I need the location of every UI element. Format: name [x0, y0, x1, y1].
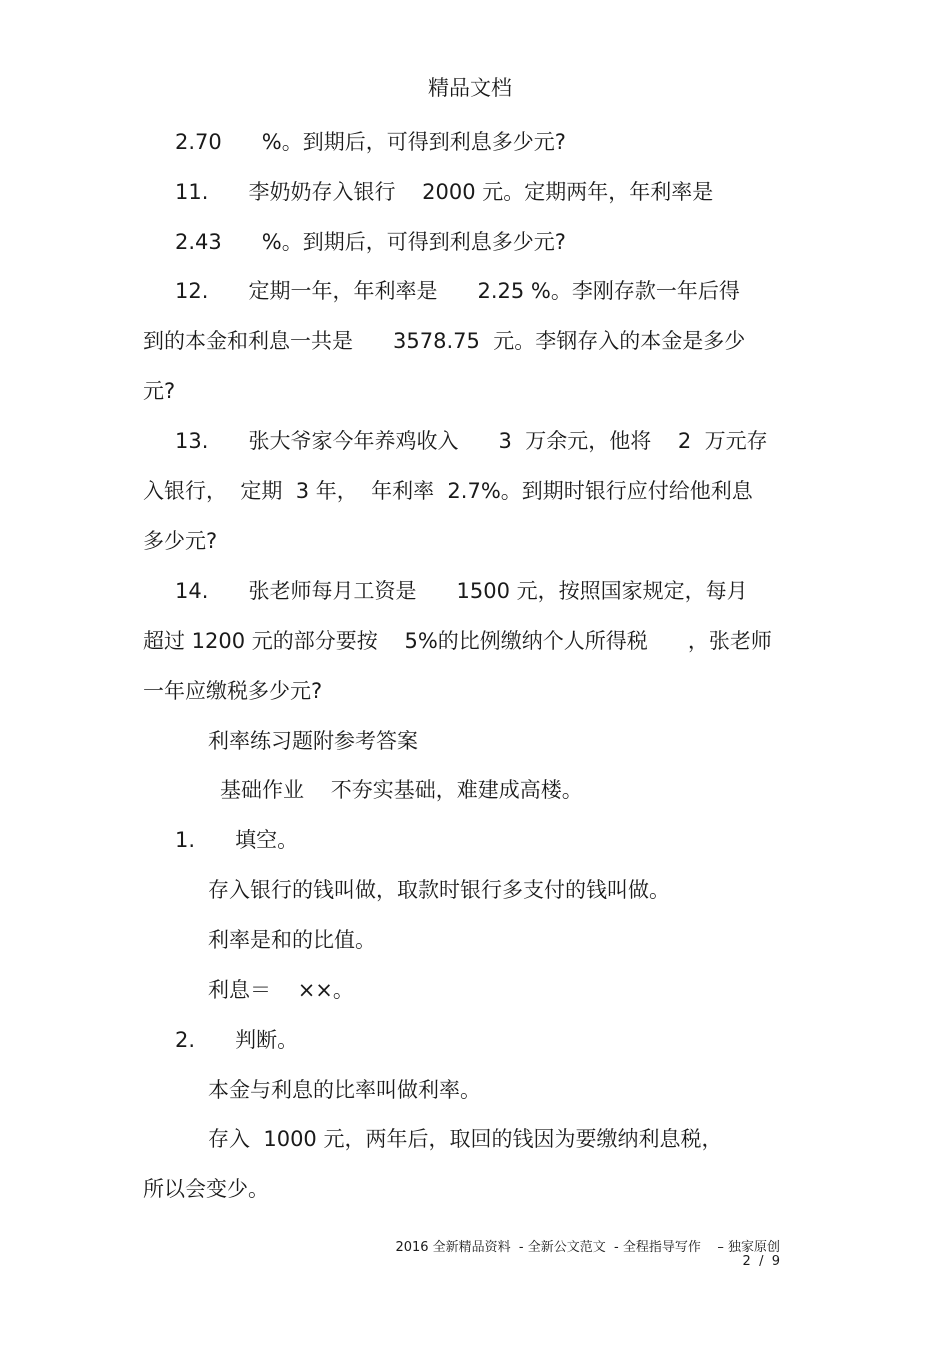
section-title: 利率练习题附参考答案: [208, 729, 418, 753]
text-line: 利率是和的比值。: [208, 928, 376, 952]
text-line: 14. 张老师每月工资是 1500 元，按照国家规定，每月: [175, 579, 748, 603]
text-line: 13. 张大爷家今年养鸡收入 3 万余元，他将 2 万元存: [175, 429, 768, 453]
text-line: 利息＝ ××。: [208, 978, 354, 1002]
text-line: 11. 李奶奶存入银行 2000 元。定期两年，年利率是: [175, 180, 714, 204]
text-line: 到的本金和利息一共是 3578.75 元。李钢存入的本金是多少: [143, 329, 746, 353]
text-line: 多少元?: [143, 529, 218, 553]
text-line: 12. 定期一年，年利率是 2.25 %。李刚存款一年后得: [175, 279, 740, 303]
text-line: 存入银行的钱叫做，取款时银行多支付的钱叫做。: [208, 878, 670, 902]
text-line: 一年应缴税多少元?: [143, 679, 323, 703]
text-line: 超过 1200 元的部分要按 5%的比例缴纳个人所得税 ，张老师: [143, 629, 772, 653]
page-header: 精品文档: [428, 76, 512, 100]
text-line: 元?: [143, 379, 176, 403]
text-line: 入银行， 定期 3 年， 年利率 2.7%。到期时银行应付给他利息: [143, 479, 753, 503]
text-line: 2.70 %。到期后，可得到利息多少元?: [175, 130, 566, 154]
question-heading: 2. 判断。: [175, 1028, 299, 1052]
text-line: 所以会变少。: [143, 1177, 269, 1201]
footer-text: 2016 全新精品资料 - 全新公文范文 - 全程指导写作 – 独家原创: [395, 1240, 780, 1255]
text-line: 存入 1000 元，两年后，取回的钱因为要缴纳利息税，: [208, 1127, 723, 1151]
page-number: 2 / 9: [742, 1254, 780, 1269]
section-subtitle: 基础作业 不夯实基础，难建成高楼。: [220, 778, 583, 802]
question-heading: 1. 填空。: [175, 828, 299, 852]
text-line: 本金与利息的比率叫做利率。: [208, 1078, 481, 1102]
text-line: 2.43 %。到期后，可得到利息多少元?: [175, 230, 566, 254]
